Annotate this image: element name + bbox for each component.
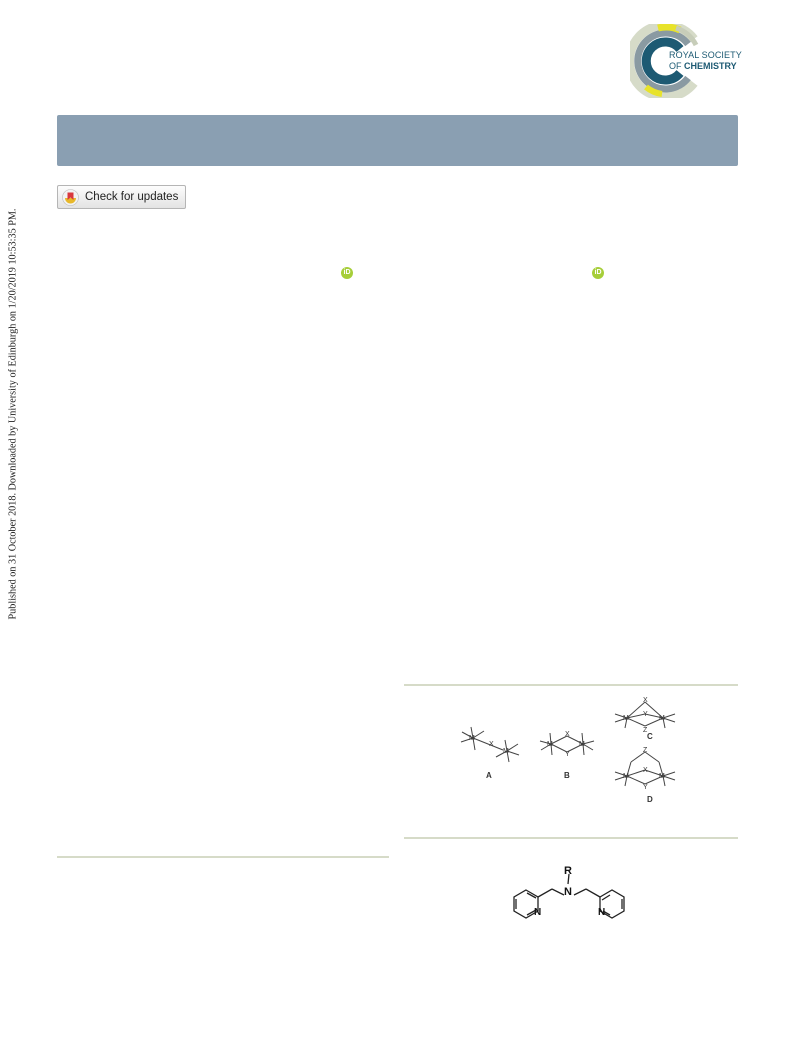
panel-c-metal1: M (623, 715, 629, 722)
panel-d-bridge-y: Y (643, 784, 648, 791)
orcid-icon[interactable]: iD (592, 267, 604, 279)
figure-top-rule (404, 684, 738, 686)
ligand-pyridyl-n-right: N (598, 907, 606, 918)
panel-c-bridge3: Z (643, 727, 648, 734)
ligand-amine-n: N (564, 886, 572, 898)
panel-b-metal2: M (579, 741, 585, 748)
panel-d-bridge-z: Z (643, 747, 648, 754)
crossmark-icon (62, 189, 79, 206)
panel-c-metal2: M (659, 715, 665, 722)
article-header-band (57, 115, 738, 166)
panel-d-bridge-x: X (643, 767, 648, 774)
panel-d-label: D (647, 795, 653, 804)
publisher-wordmark: ROYAL SOCIETY OF CHEMISTRY (669, 50, 742, 71)
panel-c-label: C (647, 732, 653, 741)
panel-b-bridge1: X (565, 731, 570, 738)
panel-d-metal1: M (623, 773, 629, 780)
ligand-r-group: R (564, 865, 572, 877)
orcid-icon[interactable]: iD (341, 267, 353, 279)
panel-a-bridge: X (489, 741, 494, 748)
panel-b-metal1: M (547, 741, 553, 748)
panel-a-label: A (486, 771, 492, 780)
figure-bottom-rule (404, 837, 738, 839)
bridging-modes-figure (455, 694, 690, 806)
publication-notice: Published on 31 October 2018. Downloaded by University of Edinburgh on 1/20/2019 10:53:35 PM. (7, 208, 19, 620)
panel-b-bridge2: Y (565, 751, 570, 758)
panel-b-label: B (564, 771, 570, 780)
panel-a-metal1: M (469, 735, 475, 742)
panel-c-bridge2: Y (643, 711, 648, 718)
panel-d-metal2: M (659, 773, 665, 780)
panel-c-bridge1: X (643, 697, 648, 704)
check-for-updates-button[interactable]: Check for updates (57, 185, 186, 209)
ligand-structure-figure (500, 862, 635, 926)
panel-a-metal2: M (503, 748, 509, 755)
column-rule (57, 856, 389, 858)
ligand-pyridyl-n-left: N (534, 907, 542, 918)
